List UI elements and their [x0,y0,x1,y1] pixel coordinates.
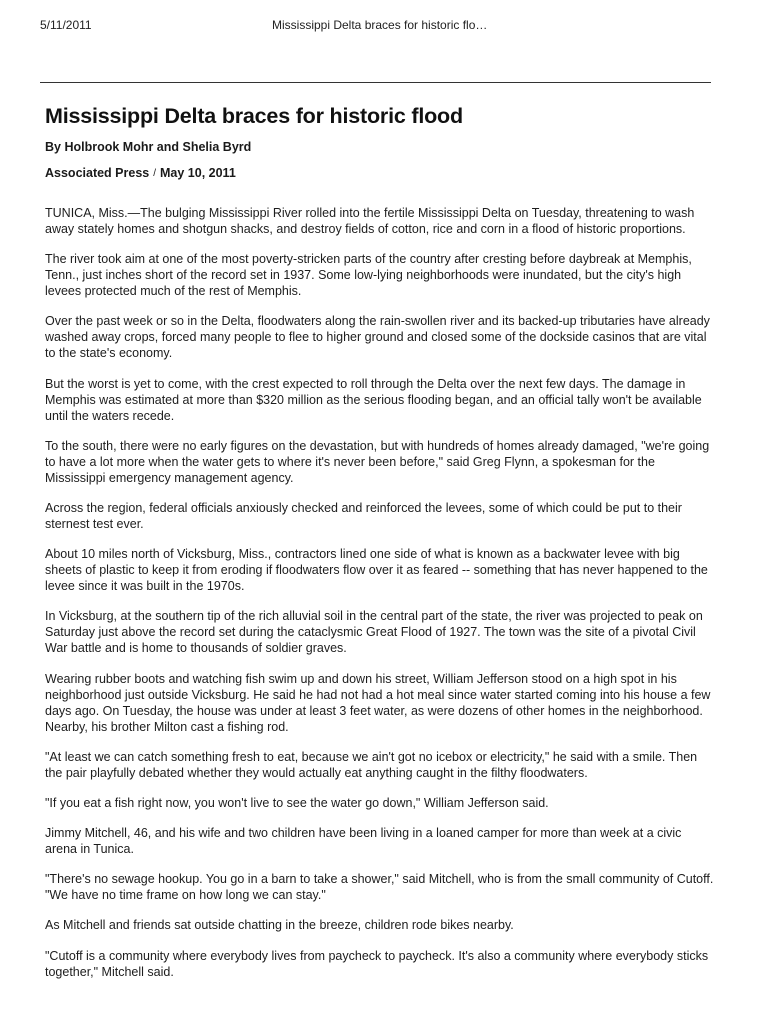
article-paragraph: Across the region, federal officials anxiously checked and reinforced the levees, some of which could be put to their sternest test ever. [45,500,682,531]
article-paragraph: The river took aim at one of the most poverty-stricken parts of the country after cresting before daybreak at Memphis, Tenn., just inches short of the record set in 1937. Some low-lying neighborhoods were inundated, but the city's high levees protected much of the rest of Memphis. [45,252,692,299]
article-paragraph: "If you eat a fish right now, you won't live to see the water go down," William Jefferson said. [45,795,549,810]
article-byline: By Holbrook Mohr and Shelia Byrd [45,140,252,154]
print-header [40,18,728,34]
print-date: 5/11/2011 [40,18,92,32]
article-body [45,205,715,980]
print-page-title: Mississippi Delta braces for historic flo… [272,18,488,32]
article-date: May 10, 2011 [160,166,236,180]
article-paragraph: "At least we can catch something fresh to eat, because we ain't got no icebox or electricity," he said with a smile. Then the pair playfully debated whether they would actually eat anything caught in the filthy floodwaters. [45,749,698,780]
article-headline: Mississippi Delta braces for historic flood [45,104,463,128]
article-paragraph: In Vicksburg, at the southern tip of the rich alluvial soil in the central part of the state, the river was projected to peak on Saturday just above the record set during the cataclysmic Great Flood of 1927. The town was the site of a pivotal Civil War battle and is home to thousands of soldier graves. [45,609,703,656]
article-paragraph: Jimmy Mitchell, 46, and his wife and two children have been living in a loaned camper for more than week at a civic arena in Tunica. [45,826,682,857]
article-paragraph: TUNICA, Miss.—The bulging Mississippi River rolled into the fertile Mississippi Delta on Tuesday, threatening to wash away stately homes and shotgun shacks, and destroy fields of cotton, rice and corn in a flood of historic proportions. [45,206,695,236]
article-source-line [45,165,715,183]
article-source: Associated Press [45,166,150,180]
article-paragraph: "Cutoff is a community where everybody lives from paycheck to paycheck. It's also a community where everybody sticks together," Mitchell said. [45,948,709,979]
article-paragraph: To the south, there were no early figures on the devastation, but with hundreds of homes already damaged, "we're going to have a lot more when the water gets to where it's never been before," said Greg Flynn, a spokesman for the Mississippi emergency management agency. [45,438,710,485]
article-paragraph: "There's no sewage hookup. You go in a barn to take a shower," said Mitchell, who is from the small community of Cutoff. "We have no time frame on how long we can stay." [45,872,714,903]
source-date-separator: / [153,168,157,179]
header-divider [40,82,711,83]
article-paragraph: But the worst is yet to come, with the crest expected to roll through the Delta over the next few days. The damage in Memphis was estimated at more than $320 million as the serious flooding began, and an official tally won't be available until the waters recede. [45,376,702,423]
article-paragraph: Wearing rubber boots and watching fish swim up and down his street, William Jefferson stood on a high spot in his neighborhood just outside Vicksburg. He said he had not had a hot meal since water started coming into his house a few days ago. On Tuesday, the house was under at least 3 feet water, as were dozens of other homes in the neighborhood. Nearby, his brother Milton cast a fishing rod. [45,671,711,734]
article [45,102,715,994]
article-paragraph: Over the past week or so in the Delta, floodwaters along the rain-swollen river and its backed-up tributaries have already washed away crops, forced many people to flee to higher ground and closed some of the dockside casinos that are vital to the state's economy. [45,314,710,361]
article-paragraph: As Mitchell and friends sat outside chatting in the breeze, children rode bikes nearby. [45,918,514,933]
article-paragraph: About 10 miles north of Vicksburg, Miss., contractors lined one side of what is known as a backwater levee with big sheets of plastic to keep it from eroding if floodwaters flow over it as feared -- something that has never happened to the levee since it was built in the 1970s. [45,547,708,594]
